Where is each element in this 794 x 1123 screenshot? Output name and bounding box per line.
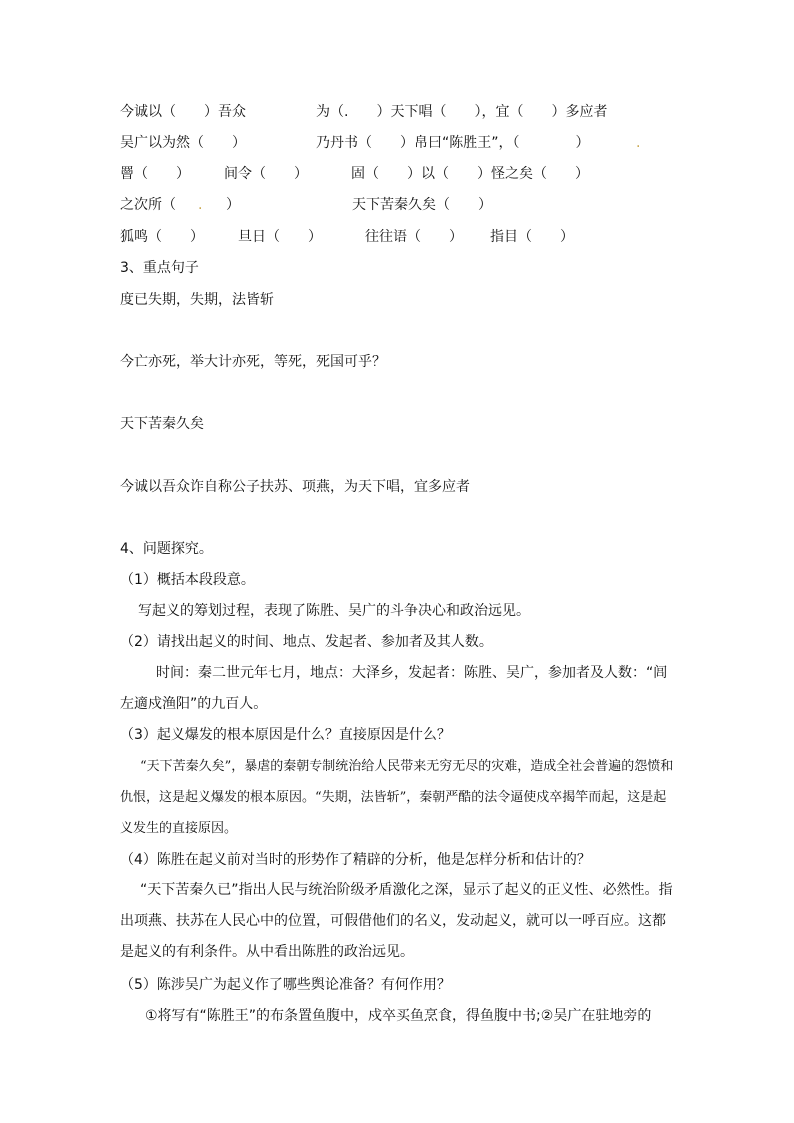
key-sentence-4: 今诚以吾众诈自称公子扶苏、项燕，为天下唱，宜多应者 <box>120 479 470 495</box>
vocab-item: 指目（ ） <box>490 229 574 245</box>
vocab-item: 今诚以（ ）吾众 <box>120 104 246 120</box>
vocab-item: 为（. ）天下唱（ ），宜（ ）多应者 <box>316 104 608 120</box>
answer-3: “天下苦秦久矣”，暴虐的秦朝专制统治给人民带来无穷无尽的灾难，造成全社会普遍的怨愤和仇恨，这是起义爆发的根本原因。“失期，法皆斩”，秦朝严酷的法令逼使戍卒揭竿而起，这是起义发生的直接原因。 <box>120 759 674 836</box>
vocab-item: ） <box>212 197 240 213</box>
question-4: （4）陈胜在起义前对当时的形势作了精辟的分析，他是怎样分析和估计的？ <box>120 852 591 868</box>
answer-5: ①将写有“陈胜王”的布条置鱼腹中，戍卒买鱼烹食，得鱼腹中书;②吴广在驻地旁的 <box>145 1008 652 1024</box>
key-sentence-1: 度已失期，失期，法皆斩 <box>120 292 274 308</box>
vocab-item: 往往语（ ） <box>365 229 463 245</box>
answer-2: 时间：秦二世元年七月，地点：大泽乡，发起者：陈胜、吴广，参加者及人数：“闾左適戍渔阳”的九百人。 <box>120 665 668 712</box>
vocab-item: 间令（ ） <box>224 166 308 182</box>
vocab-item: 之次所（ <box>120 197 190 213</box>
key-sentence-2: 今亡亦死，举大计亦死，等死，死国可乎？ <box>120 354 386 370</box>
answer-4: “天下苦秦久已”指出人民与统治阶级矛盾激化之深，显示了起义的正义性、必然性。指出项燕、扶苏在人民心中的位置，可假借他们的名义，发动起义，就可以一呼百应。这都是起义的有利条件。从中看出陈胜的政治远见。 <box>120 882 673 960</box>
question-1: （1）概括本段段意。 <box>120 572 255 588</box>
question-3: （3）起义爆发的根本原因是什么？直接原因是什么？ <box>120 727 451 743</box>
stray-dot: . <box>198 197 203 213</box>
answer-1: 写起义的筹划过程，表现了陈胜、吴广的斗争决心和政治远见。 <box>138 603 530 619</box>
vocab-item: 天下苦秦久矣（ ） <box>352 197 492 213</box>
section-4-heading: 4、问题探究。 <box>120 541 213 557</box>
vocab-item: 乃丹书（ ）帛曰“陈胜王”，（ ） <box>316 135 590 151</box>
vocab-item: 狐鸣（ ） <box>120 229 204 245</box>
stray-dot: . <box>636 135 641 151</box>
question-2: （2）请找出起义的时间、地点、发起者、参加者及其人数。 <box>120 634 493 650</box>
vocab-item: 吴广以为然（ ） <box>120 135 246 151</box>
vocab-item: 罾（ ） <box>120 166 190 182</box>
key-sentence-3: 天下苦秦久矣 <box>120 416 204 432</box>
section-3-heading: 3、重点句子 <box>120 260 199 276</box>
vocab-item: 旦日（ ） <box>238 229 322 245</box>
vocab-item: 固（ ）以（ ）怪之矣（ ） <box>351 166 589 182</box>
question-5: （5）陈涉吴广为起义作了哪些舆论准备？有何作用？ <box>120 977 451 993</box>
